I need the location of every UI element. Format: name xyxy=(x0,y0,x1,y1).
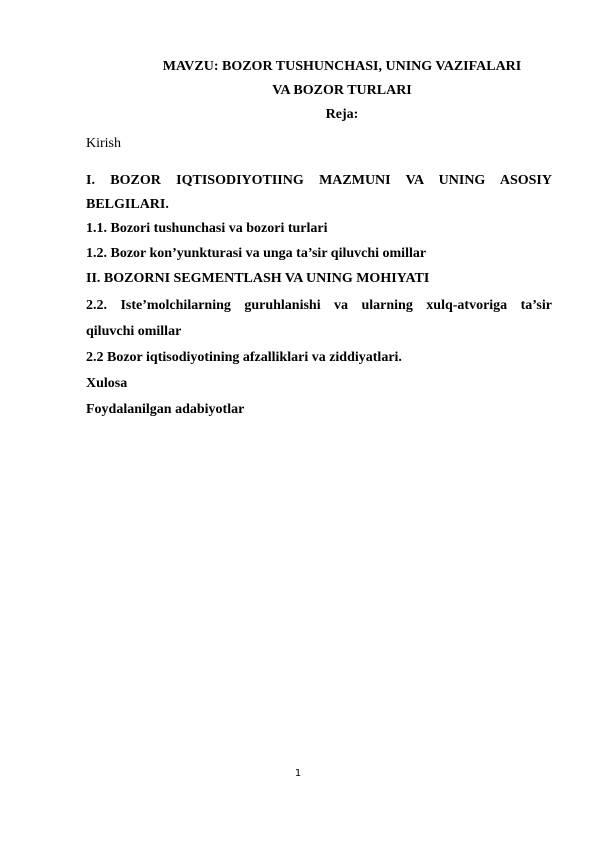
plan-heading: Reja: xyxy=(325,107,359,122)
plan-item-2-2a-line2: qiluvchi omillar xyxy=(86,324,182,339)
plan-item-section2: II. BOZORNI SEGMENTLASH VA UNING MOHIYATI xyxy=(86,271,430,286)
plan-item-references: Foydalanilgan adabiyotlar xyxy=(86,402,245,417)
plan-item-section1-line2: BELGILARI. xyxy=(86,197,169,212)
plan-item-section1-line1: I. BOZOR IQTISODIYOTIING MAZMUNI VA UNING ASOSIY xyxy=(86,173,552,188)
plan-item-2-2a-line1: 2.2. Iste’molchilarning guruhlanishi va ularning xulq-atvoriga ta’sir xyxy=(86,298,552,313)
page-number: 1 xyxy=(294,768,302,779)
plan-item-2-2b: 2.2 Bozor iqtisodiyotining afzalliklari va ziddiyatlari. xyxy=(86,350,402,365)
document-title-line-1 xyxy=(88,59,596,75)
plan-item-1-1: 1.1. Bozori tushunchasi va bozori turlari xyxy=(86,221,328,236)
document-title-line-2: VA BOZOR TURLARI xyxy=(272,83,412,98)
plan-item-1-2: 1.2. Bozor kon’yunkturasi va unga ta’sir qiluvchi omillar xyxy=(86,246,427,261)
plan-item-conclusion: Xulosa xyxy=(86,376,128,391)
plan-item-intro: Kirish xyxy=(86,136,121,151)
title-line-1-text: MAVZU: BOZOR TUSHUNCHASI, UNING VAZIFALARI xyxy=(162,59,522,74)
